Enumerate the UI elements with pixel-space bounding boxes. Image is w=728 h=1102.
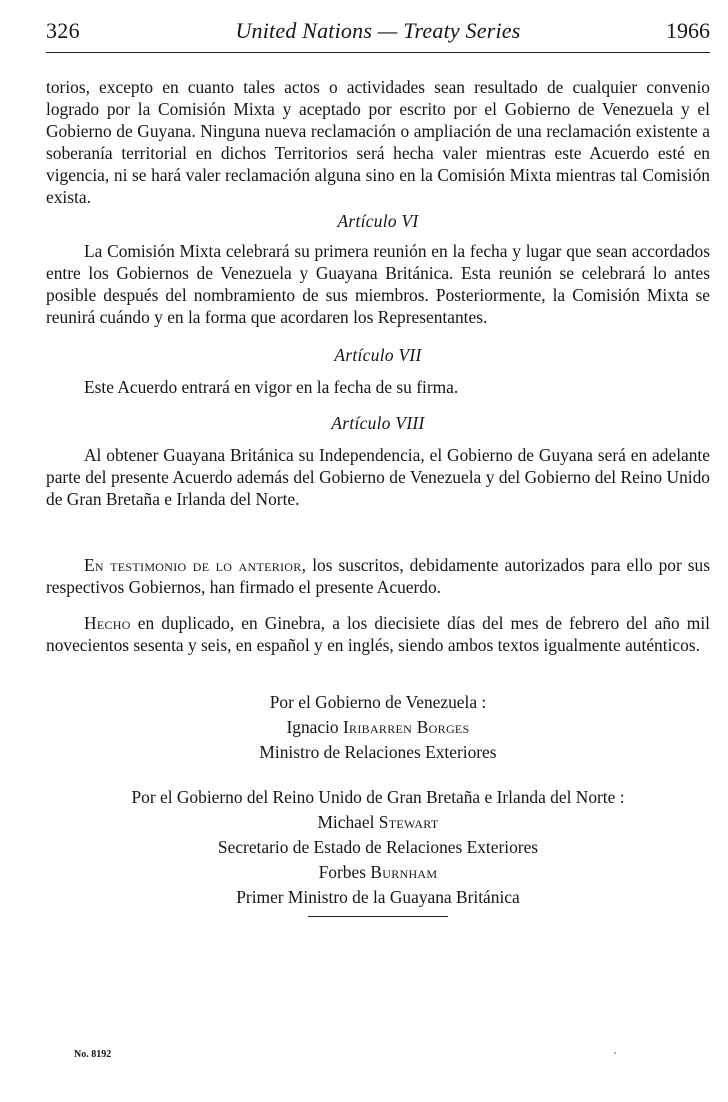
article-7-text: Este Acuerdo entrará en vigor en la fecha de su firma. — [84, 377, 459, 397]
testimony-paragraph — [46, 554, 710, 598]
done-paragraph — [46, 612, 710, 656]
uk1-given-name: Michael — [317, 812, 379, 832]
page-number: 326 — [46, 18, 80, 43]
venezuela-title: Ministro de Relaciones Exteriores — [259, 742, 497, 762]
done-lead: Hecho — [84, 613, 131, 633]
article-6-text: La Comisión Mixta celebrará su primera reunión en la fecha y lugar que sean accordados entre los Gobiernos de Venezuela y Guayana Británica. Esta reunión se celebrará lo antes posible después del nombramiento de sus miembros. Posteriormente, la Comisión Mixta se reunirá cuándo y en la forma que acordaren los Representantes. — [46, 241, 710, 327]
closing-rule — [308, 916, 448, 917]
treaty-number: No. 8192 — [74, 1049, 112, 1060]
venezuela-signatory — [46, 715, 710, 740]
scan-speck — [614, 1052, 616, 1054]
uk-signatory-1 — [46, 810, 710, 835]
testimony-lead: En testimonio de lo anterior, — [84, 555, 307, 575]
uk1-surname: Stewart — [378, 812, 439, 832]
uk-signatory-1-title: Secretario de Estado de Relaciones Exteriores — [217, 837, 539, 857]
uk2-surname: Burnham — [370, 862, 438, 882]
venezuela-given-name: Ignacio — [286, 717, 343, 737]
article-7-heading: Artículo VII — [334, 345, 422, 365]
venezuela-for: Por el Gobierno de Venezuela : — [269, 692, 487, 712]
done-rest: en duplicado, en Ginebra, a los diecisiete días del mes de febrero del año mil novecientos sesenta y seis, en español y en inglés, siendo ambos textos igualmente auténticos. — [46, 613, 710, 655]
testimony-rest: los suscritos, debidamente autorizados para ello por sus respectivos Gobiernos, han firmado el presente Acuerdo. — [46, 555, 710, 597]
article-8-text: Al obtener Guayana Británica su Independencia, el Gobierno de Guyana será en adelante parte del presente Acuerdo además del Gobierno de Venezuela y del Gobierno del Reino Unido de Gran Bretaña e Irlanda del Norte. — [46, 445, 710, 509]
uk2-given-name: Forbes — [318, 862, 371, 882]
article-8-heading: Artículo VIII — [331, 413, 425, 433]
document-body — [46, 76, 710, 917]
venezuela-surname: Iribarren Borges — [342, 717, 470, 737]
uk-signatory-2-title: Primer Ministro de la Guayana Británica — [236, 887, 520, 907]
continuation-paragraph: torios, excepto en cuanto tales actos o actividades sean resultado de cualquier convenio logrado por la Comisión Mixta y aceptado por escrito por el Gobierno de Venezuela y el Gobierno de Guyana. Ninguna nueva reclamación o ampliación de una reclamación existente a soberanía territorial en dichos Territorios será hecha valer mientras este Acuerdo esté en vigencia, ni se hará valer reclamación alguna sino en la Comisión Mixta mientras tal Comisión exista. — [46, 77, 710, 207]
series-title: United Nations — Treaty Series — [235, 18, 521, 43]
uk-for: Por el Gobierno del Reino Unido de Gran Bretaña e Irlanda del Norte : — [131, 787, 625, 807]
article-6-heading: Artículo VI — [337, 211, 419, 231]
page-header — [46, 18, 710, 48]
uk-signatory-2 — [46, 860, 710, 885]
series-year: 1966 — [666, 18, 710, 43]
header-rule — [46, 52, 710, 53]
